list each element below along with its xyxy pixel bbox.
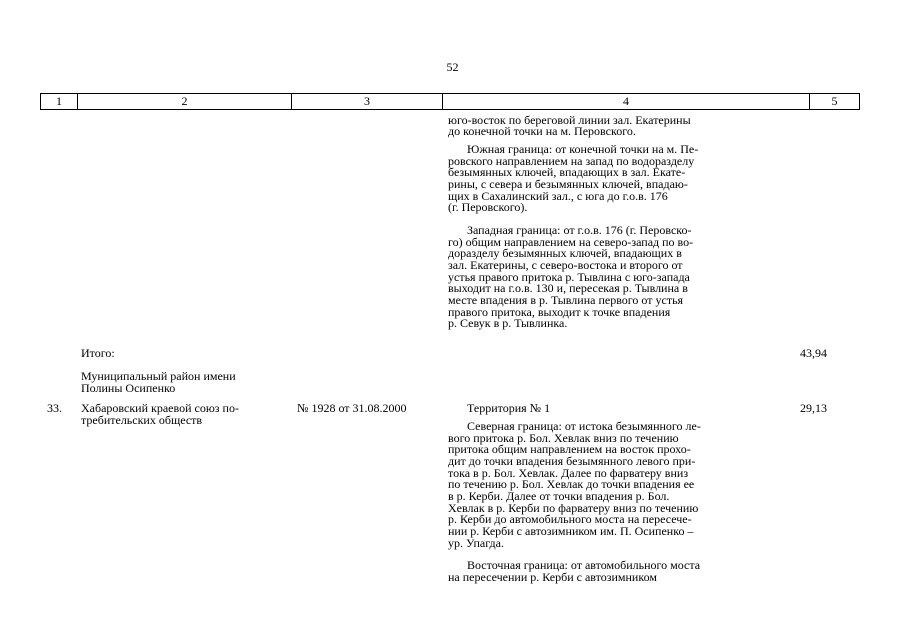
header-col-1: 1 [41,94,78,109]
header-col-3: 3 [292,94,443,109]
text-line: Южная граница: от конечной точки на м. Пе- [467,142,699,156]
text-line: рины, с севера и безымянных ключей, впадаю- [448,177,688,191]
text-line: тока в р. Бол. Хевлак. Далее по фарватеру вниз [448,466,689,480]
text-line: Восточная граница: от автомобильного моста [467,558,701,572]
organization-name: требительских обществ [81,413,203,427]
text-line: правого притока, выходит к точке впадения [448,305,671,319]
text-line: щих в Сахалинский зал., с юга до г.о.в. 176 [448,189,668,203]
text-line: р. Керби до автомобильного моста на пересече- [448,512,692,526]
text-line: ур. Упагда. [448,536,504,550]
district-heading: Полины Осипенко [81,381,176,395]
text-line: доразделу безымянных ключей, впадающих в [448,246,682,260]
page-number: 52 [446,60,459,74]
territory-title: Территория № 1 [467,401,551,415]
header-col-5: 5 [831,94,838,108]
text-line: в р. Керби. Далее от точки впадения р. Бол. [448,489,670,503]
text-line: по течению р. Бол. Хевлак до точки впадения ее [448,477,695,491]
organization-name: Хабаровский краевой союз по- [81,401,239,415]
text-line: Северная граница: от истока безымянного ле- [467,419,701,433]
text-line: (г. Перовского). [448,200,528,214]
text-line: устья правого притока р. Тывлина с юго-запада [448,270,690,284]
text-line: го) общим направлением на северо-запад по во- [448,235,694,249]
itogo-value: 43,94 [800,346,827,360]
text-line: нии р. Керби с автозимником им. П. Осипенко – [448,524,694,538]
header-col-2: 2 [78,94,292,109]
text-line: зал. Екатерины, с северо-востока и второго от [448,258,683,272]
text-line: безымянных ключей, впадающих в зал. Екате- [448,165,686,179]
text-line: выходит на г.о.в. 130 и, пересекая р. Тывлина в [448,281,688,295]
area-value: 29,13 [800,401,827,415]
text-line: юго-восток по береговой линии зал. Екатерины [448,113,691,127]
header-col-4: 4 [443,94,810,109]
text-line: Западная граница: от г.о.в. 176 (г. Перовско- [467,223,692,237]
row-number: 33. [47,401,62,415]
text-line: дит до точки впадения безымянного левого при- [448,454,696,468]
district-heading: Муниципальный район имени [81,369,236,383]
text-line: притока общим направлением на восток прохо- [448,442,691,456]
itogo-label: Итого: [81,346,115,360]
text-line: месте впадения в р. Тывлина первого от устья [448,293,684,307]
table-header-row [40,93,860,110]
text-line: р. Севук в р. Тывлинка. [448,316,568,330]
text-line: Хевлак в р. Керби по фарватеру вниз по течению [448,501,699,515]
text-line: ровского направлением на запад по водоразделу [448,154,695,168]
text-line: до конечной точки на м. Перовского. [448,124,636,138]
text-line: вого притока р. Бол. Хевлак вниз по течению [448,431,679,445]
document-number: № 1928 от 31.08.2000 [297,401,407,415]
text-line: на пересечении р. Керби с автозимником [448,570,657,584]
